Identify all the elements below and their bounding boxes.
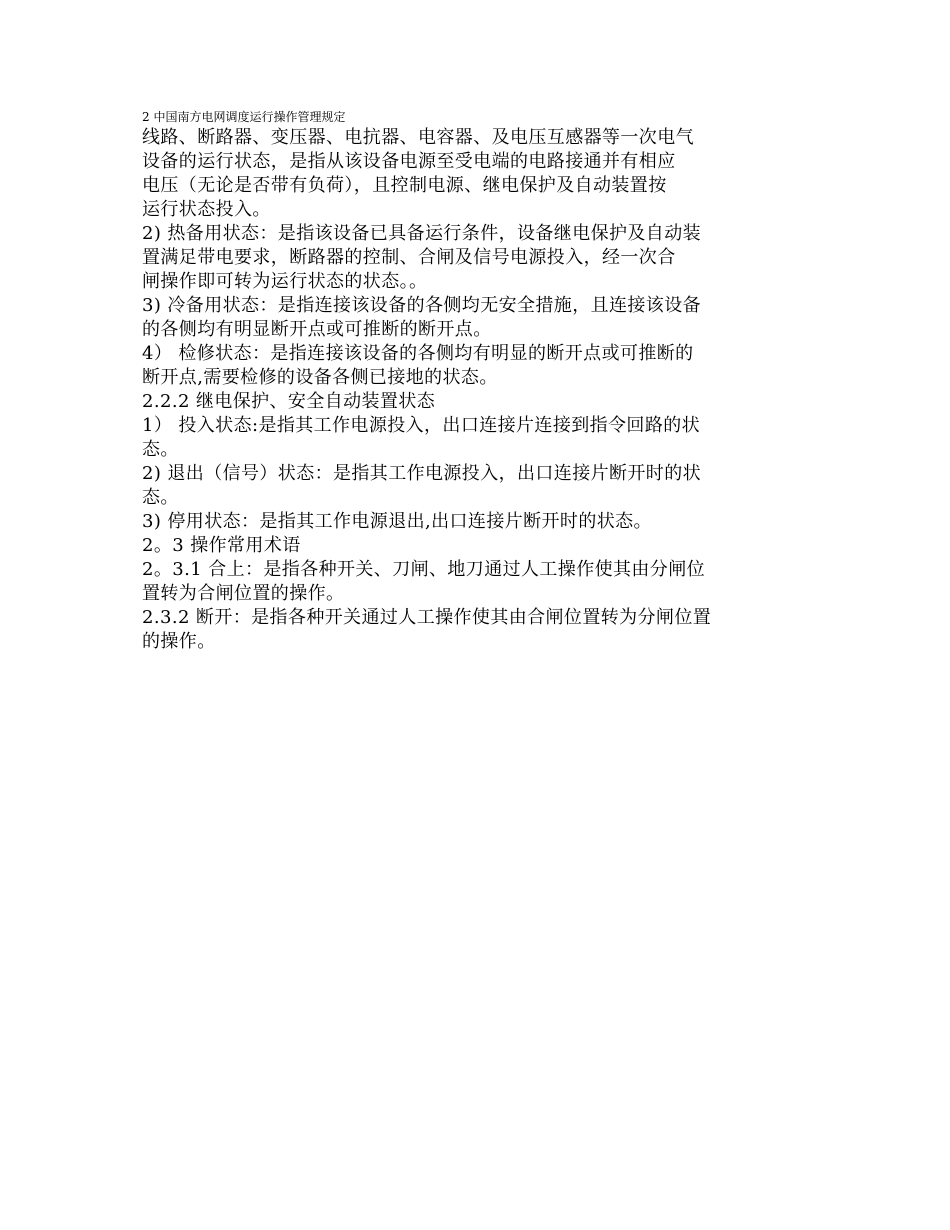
text-line: 置满足带电要求，断路器的控制、合闸及信号电源投入，经一次合 [142,247,676,268]
text-line: 3) 冷备用状态：是指连接该设备的各侧均无安全措施，且连接该设备 [142,295,701,316]
paragraph-enabled-state [142,414,812,462]
text-line: 4） 检修状态：是指连接该设备的各侧均有明显的断开点或可推断的 [142,343,694,364]
text-line: 闸操作即可转为运行状态的状态。。 [142,271,428,292]
paragraph-running-state [142,126,812,222]
text-line: 线路、断路器、变压器、电抗器、电容器、及电压互感器等一次电气 [142,127,694,148]
text-line: 断开点,需要检修的设备各侧已接地的状态。 [142,367,498,388]
section-heading-operation-terms [142,534,812,558]
section-heading-protection-state [142,390,812,414]
text-line: 3) 停用状态：是指其工作电源退出,出口连接片断开时的状态。 [142,511,652,532]
text-line: 的操作。 [142,631,216,652]
paragraph-open-term [142,606,812,654]
text-line: 态。 [142,487,179,508]
text-line: 2.3.2 断开：是指各种开关通过人工操作使其由合闸位置转为分闸位置 [142,607,712,628]
text-line: 设备的运行状态，是指从该设备电源至受电端的电路接通并有相应 [142,151,676,172]
text-line: 电压（无论是否带有负荷），且控制电源、继电保护及自动装置按 [142,175,667,196]
paragraph-disabled-state [142,510,812,534]
paragraph-exit-signal-state [142,462,812,510]
text-line: 2) 退出（信号）状态：是指其工作电源投入，出口连接片断开时的状 [142,463,701,484]
text-line: 态。 [142,439,179,460]
paragraph-close-term [142,558,812,606]
page-content [142,108,812,654]
text-line: 2) 热备用状态：是指该设备已具备运行条件，设备继电保护及自动装 [142,223,701,244]
text-line: 运行状态投入。 [142,199,271,220]
paragraph-cold-standby [142,294,812,342]
paragraph-maintenance [142,342,812,390]
text-line: 2。3.1 合上：是指各种开关、刀闸、地刀通过人工操作使其由分闸位 [142,559,705,580]
heading-line: 2.2.2 继电保护、安全自动装置状态 [142,391,436,412]
text-line: 置转为合闸位置的操作。 [142,583,345,604]
text-line: 1） 投入状态:是指其工作电源投入，出口连接片连接到指令回路的状 [142,415,701,436]
text-line: 的各侧均有明显断开点或可推断的断开点。 [142,319,492,340]
heading-line: 2。3 操作常用术语 [142,535,301,556]
paragraph-hot-standby [142,222,812,294]
body-text [142,126,812,654]
running-head: 2 中国南方电网调度运行操作管理规定 [142,110,346,124]
